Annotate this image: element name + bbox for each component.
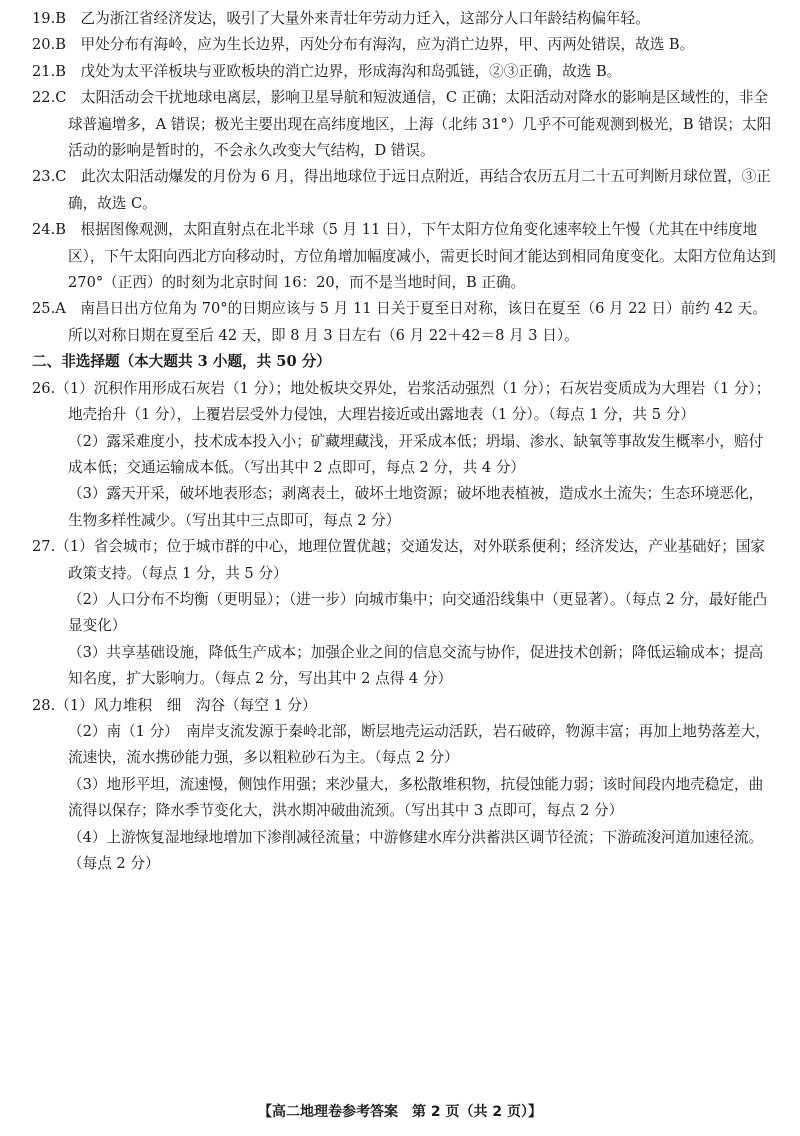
answer-24 <box>32 217 776 296</box>
answer-28-part-1 <box>32 693 776 719</box>
answer-26-part-2: （2）露采难度小，技术成本投入小；矿藏埋藏浅，开采成本低；坍塌、渗水、缺氧等事故发生概率小，赔付成本低；交通运输成本低。（写出其中 2 点即可，每点 2 分，共 4 分） <box>68 432 764 476</box>
answer-number: 21.B <box>32 62 66 80</box>
answer-number: 28. <box>32 696 56 714</box>
answer-25 <box>32 296 776 349</box>
answer-text: 乙为浙江省经济发达，吸引了大量外来青壮年劳动力迁入，这部分人口年龄结构偏年轻。 <box>65 10 650 27</box>
answer-number: 24.B <box>32 221 66 239</box>
answer-content <box>32 6 776 877</box>
answer-number: 20.B <box>32 36 66 54</box>
answer-text: （1）沉积作用形成石灰岩（1 分）；地处板块交界处，岩浆活动强烈（1 分）；石灰岩变质成为大理岩（1 分）；地壳抬升（1 分），上覆岩层受外力侵蚀，大理岩接近或出露地表（1 分）。（每点 1 分，共 5 分） <box>55 379 771 424</box>
answer-number: 26. <box>32 379 56 397</box>
answer-27-part-1 <box>32 534 776 587</box>
answer-text: 根据图像观测，太阳直射点在北半球（5 月 11 日），下午太阳方位角变化速率较上午慢（尤其在中纬度地区），下午太阳向西北方向移动时，方位角增加幅度减小，需更长时间才能达到相同角度变化。太阳方位角达到 270°（正西）的时刻为北京时间 16：20，而不是当地时间，B 正确。 <box>65 221 776 292</box>
answer-27-part-3: （3）共享基础设施，降低生产成本；加强企业之间的信息交流与协作，促进技术创新；降低运输成本；提高知名度，扩大影响力。（每点 2 分，写出其中 2 点得 4 分） <box>68 643 764 688</box>
answer-19 <box>32 6 776 32</box>
answer-text: 此次太阳活动爆发的月份为 6 月，得出地球位于远日点附近，再结合农历五月二十五可判断月球位置，③正确，故选 C。 <box>66 168 771 212</box>
answer-23 <box>32 164 776 217</box>
answer-28-part-2: （2）南（1 分） 南岸支流发源于秦岭北部，断层地壳运动活跃，岩石破碎，物源丰富；再加上地势落差大，流速快，流水携砂能力强，多以粗粒砂石为主。（每点 2 分） <box>68 722 770 767</box>
section-heading: 二、非选择题（本大题共 3 小题，共 50 分） <box>32 353 331 371</box>
answer-text: 太阳活动会干扰地球电离层，影响卫星导航和短波通信，C 正确；太阳活动对降水的影响是区域性的，非全球普遍增多，A 错误；极光主要出现在高纬度地区，上海（北纬 31°）几乎不可能观测到极光，B 错误；太阳活动的影响是暂时的，不会永久改变大气结构，D 错误。 <box>66 89 772 160</box>
answer-21 <box>32 59 776 85</box>
answer-22 <box>32 85 776 164</box>
answer-number: 22.C <box>32 89 67 107</box>
answer-28-part-3: （3）地形平坦，流速慢，侧蚀作用强；来沙量大，多松散堆积物，抗侵蚀能力弱；该时间段内地壳稳定，曲流得以保存；降水季节变化大，洪水期冲破曲流颈。（写出其中 3 点即可，每点 2 分） <box>68 775 764 820</box>
answer-number: 27. <box>32 538 56 556</box>
answer-28-part-4: （4）上游恢复湿地绿地增加下渗削减径流量；中游修建水库分洪蓄洪区调节径流；下游疏浚河道加速径流。（每点 2 分） <box>68 828 764 872</box>
answer-text: （1）风力堆积 细 沟谷（每空 1 分） <box>55 696 317 714</box>
answer-number: 25.A <box>32 300 66 318</box>
answer-text: 南昌日出方位角为 70°的日期应该与 5 月 11 日关于夏至日对称，该日在夏至（6 月 22 日）前约 42 天。所以对称日期在夏至后 42 天，即 8 月 3 日左右（6 月 22＋42＝8 月 3 日）。 <box>65 300 767 344</box>
answer-27-part-2: （2）人口分布不均衡（更明显）；（进一步）向城市集中；向交通沿线集中（更显著）。（每点 2 分，最好能凸显变化） <box>68 590 768 635</box>
answer-number: 19.B <box>32 10 66 27</box>
answer-number: 23.C <box>32 168 67 186</box>
answer-26-part-3: （3）露天开采，破坏地表形态；剥离表土，破坏土地资源；破坏地表植被，造成水土流失；生态环境恶化，生物多样性减少。（写出其中三点即可，每点 2 分） <box>68 485 764 529</box>
answer-26-part-1 <box>32 376 776 429</box>
answer-text: （1）省会城市；位于城市群的中心，地理位置优越；交通发达，对外联系便利；经济发达，产业基础好；国家政策支持。（每点 1 分，共 5 分） <box>55 538 766 582</box>
answer-text: 甲处分布有海岭，应为生长边界，丙处分布有海沟，应为消亡边界，甲、丙两处错误，故选 B。 <box>65 36 695 54</box>
answer-text: 戊处为太平洋板块与亚欧板块的消亡边界，形成海沟和岛弧链，②③正确，故选 B。 <box>65 62 622 80</box>
page-footer: 【高二地理卷参考答案 第 2 页（共 2 页）】 <box>258 1104 542 1120</box>
answer-20 <box>32 32 776 58</box>
